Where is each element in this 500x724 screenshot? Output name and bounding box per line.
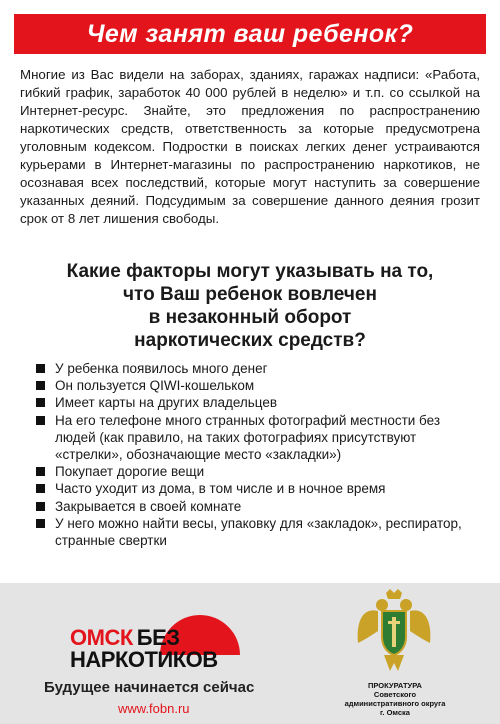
list-item xyxy=(36,394,476,411)
question-line: Какие факторы могут указывать на то, xyxy=(66,261,434,282)
list-item xyxy=(36,377,476,394)
list-item xyxy=(36,463,476,480)
factor-text: У ребенка появилось много денег xyxy=(55,361,268,376)
square-bullet-icon xyxy=(36,519,45,528)
prok-line: г. Омска xyxy=(380,708,410,717)
website-link[interactable]: www.fobn.ru xyxy=(118,701,190,716)
square-bullet-icon xyxy=(36,381,45,390)
square-bullet-icon xyxy=(36,398,45,407)
logo-omsk-text: ОМСК xyxy=(70,625,133,650)
list-item xyxy=(36,480,476,497)
omsk-bez-narkotikov-logo xyxy=(68,615,268,675)
prosecutor-office-label xyxy=(330,681,460,717)
list-item xyxy=(36,412,476,464)
prok-line: ПРОКУРАТУРА xyxy=(368,681,422,690)
prok-line: административного округа xyxy=(344,699,446,708)
prosecutor-emblem-icon xyxy=(354,587,434,675)
factor-text: Он пользуется QIWI-кошельком xyxy=(55,378,255,394)
header-banner xyxy=(14,14,486,54)
logo-narkotikov-text: НАРКОТИКОВ xyxy=(70,647,218,672)
prok-line: Советского xyxy=(373,690,417,699)
factors-list xyxy=(36,360,476,549)
square-bullet-icon xyxy=(36,364,45,373)
factor-text: Покупает дорогие вещи xyxy=(55,464,205,480)
banner-title: Чем занят ваш ребенок? xyxy=(86,19,414,48)
list-item xyxy=(36,515,476,549)
factor-text: Закрывается в своей комнате xyxy=(55,498,242,514)
logo-bez-text: БЕЗ xyxy=(136,625,180,650)
question-line: что Ваш ребенок вовлечен xyxy=(123,284,377,305)
square-bullet-icon xyxy=(36,484,45,493)
square-bullet-icon xyxy=(36,416,45,425)
list-item xyxy=(36,360,476,377)
question-line: в незаконный оборот xyxy=(148,307,352,328)
factor-text: Часто уходит из дома, в том числе и в ночное время xyxy=(55,481,386,497)
intro-paragraph: Многие из Вас видели на заборах, зданиях, гаражах надписи: «Работа, гибкий график, заработок 40 000 рублей в неделю» и т.п. со ссылкой на Интернет-ресурс. Знайте, это предложения по распространению наркотических средств, ответственность за которые предусмотрена уголовным кодексом. Подростки в поисках легких денег устраиваются курьерами в Интернет-магазины по распространению наркотиков, не осознавая всех последствий, которые могут наступить за совершение указанных деяний. Подсудимым за совершение данного деяния грозит срок от 8 лет лишения свободы. xyxy=(20,67,480,226)
square-bullet-icon xyxy=(36,467,45,476)
emblem-graphic xyxy=(354,587,434,675)
list-item xyxy=(36,498,476,515)
slogan: Будущее начинается сейчас xyxy=(44,679,255,696)
square-bullet-icon xyxy=(36,502,45,511)
factor-text: Имеет карты на других владельцев xyxy=(55,395,278,411)
question-heading xyxy=(20,260,480,352)
footer-panel xyxy=(0,583,500,724)
question-line: наркотических средств? xyxy=(134,330,366,351)
factor-text: У него можно найти весы, упаковку для «закладок», респиратор, странные свертки xyxy=(55,515,462,549)
factor-text: На его телефоне много странных фотографий местности без людей (как правило, на таких фотографиях присутствуют «стрелки», обозначающие место «закладки») xyxy=(55,412,441,463)
